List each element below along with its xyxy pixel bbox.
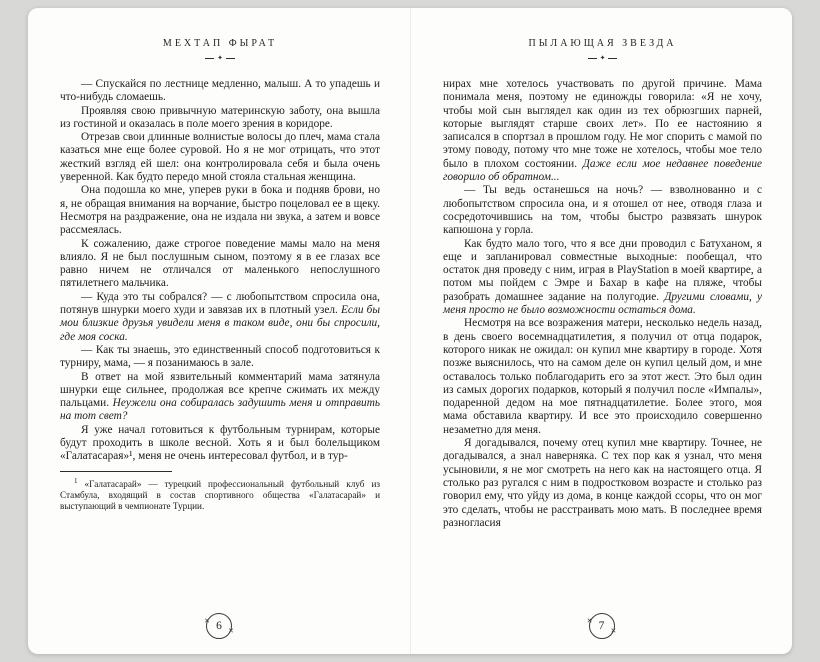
text-run: Как будто мало того, что я все дни проводил с Батуханом, я еще и запланировал совместные выходные: пообещал, что остаток дня проведу с ним, играя в PlayStation в моей квартире, а потом мы пойдем с Эмре и Бахар в кафе на пляже, чтобы разобрать домашнее задание на полугодие. (443, 237, 762, 303)
text-run: нирах мне хотелось участвовать по другой причине. Мама понимала меня, поэтому не единожды говорила: «Я не хочу, чтобы мой сын выглядел как один из тех обрюзгших парней, которые выглядят старше своих лет». По ее настоянию я записался в спортзал в прошлом году. Не мог спорить с мамой по этому поводу, потому что мне тоже не хотелось, чтобы мое тело было в плохом состоянии. (443, 78, 762, 170)
paragraph (60, 184, 380, 237)
ornament-line-icon (205, 58, 214, 59)
page-number-ornament-left (28, 613, 410, 639)
text-run: Она подошла ко мне, уперев руки в бока и подняв брови, но я, не обращая внимания на ворчание, быстро поцеловал ее в щеку. Несмотря на раздражение, она не издала ни звука, а затем и вовсе рассмеялась. (60, 184, 380, 237)
footnote (60, 476, 380, 513)
paragraph (443, 317, 762, 437)
paragraph (60, 131, 380, 184)
footnote-text: «Галатасарай» — турецкий профессиональный футбольный клуб из Стамбула, входящий в состав спортивного общества «Галатасарай» и выступающий в чемпионате Турции. (60, 478, 380, 512)
paragraph (443, 437, 762, 530)
paragraph (60, 105, 380, 132)
diamond-ornament-icon: ✦ (217, 54, 223, 62)
book-spread (28, 8, 792, 654)
ornament-line-icon (226, 58, 235, 59)
text-run: К сожалению, даже строгое поведение мамы мало на меня влияло. Я не был послушным сыном, поэтому я в ее глазах все равно ничем не отличался от маленького непослушного пятилетнего мальчика. (60, 237, 380, 290)
paragraph (60, 78, 380, 105)
paragraph (443, 78, 762, 184)
text-run: В ответ на мой язвительный комментарий мама затянула шнурки еще сильнее, продолжая все крепче сжимать их между пальцами. (60, 370, 380, 410)
paragraph (60, 344, 380, 371)
cross-ornament-icon: ✕ (204, 617, 210, 625)
page-left (28, 8, 410, 654)
cross-ornament-icon: ✕ (610, 627, 617, 635)
diamond-ornament-icon: ✦ (599, 54, 606, 62)
text-run: — Как ты знаешь, это единственный способ подготовиться к турниру, мама, — я позанимаюсь в зале. (60, 343, 380, 370)
page-number-right: 7 (589, 613, 615, 639)
page-right (410, 8, 792, 654)
cross-ornament-icon: ✕ (586, 617, 593, 625)
running-head-title: ПЫЛАЮЩАЯ ЗВЕЗДА (528, 38, 677, 49)
paragraph (443, 184, 762, 237)
text-run-italic: Неужели она собиралась задушить меня и отправить на тот свет? (60, 397, 380, 423)
text-run: Отрезав свои длинные волнистые волосы до плеч, мама стала казаться мне еще более суровой. Но я не мог отрицать, что этот жесткий взгляд ей шел: она контролировала себя и была очень уверенной. Как будто передо мной стояла стальная женщина. (60, 131, 380, 184)
text-run: Я догадывался, почему отец купил мне квартиру. Точнее, не догадывался, а знал наверняка. С тех пор как я узнал, что меня усыновили, я не мог смотреть на него как на настоящего отца. Я столько раз ругался с ним в подростковом возрасте и столько раз говорил ему, что уйду из дома, в конце каждой ссоры, что он мог это сделать, чтобы не расстраивать мою мать. В последнее время разногласия (443, 437, 762, 529)
text-run-italic: Другими словами, у меня просто не было возможности остаться дома. (443, 290, 762, 317)
page-body-left (60, 78, 380, 464)
page-number-ornament-right (411, 613, 792, 639)
page-number-left: 6 (206, 613, 232, 639)
text-run-italic: Даже если мое недавнее поведение говорило об обратном... (443, 157, 762, 184)
text-run: Несмотря на все возражения матери, несколько недель назад, в день своего восемнадцатилетия, я получил от отца подарок, которого никак не ожидал: он купил мне квартиру в городе. Хотя позже выяснилось, что на самом деле он купил целый дом, и мне оставалось только поблагодарить его за этот жест. Это был один из самых дорогих подарков, который я получил после «Импалы», подаренной дедом на мое пятнадцатилетие. Более этого, моя мама обставила квартиру. И все это происходило совершенно незаметно для меня. (443, 317, 762, 436)
paragraph (60, 371, 380, 424)
paragraph (60, 291, 380, 344)
text-run: — Ты ведь останешься на ночь? — взволнованно и с любопытством спросила она, и я отошел от нее, отводя глаза и сосредоточившись на том, чтобы быстро развязать шнурок капюшона у горла. (443, 184, 762, 237)
footnote-rule (60, 471, 172, 472)
text-run: Проявляя свою привычную материнскую заботу, она вышла из гостиной и оказалась в поле моего зрения в коридоре. (60, 104, 380, 130)
footnote-block (60, 471, 380, 513)
text-run: — Спускайся по лестнице медленно, малыш. А то упадешь и что-нибудь сломаешь. (60, 78, 380, 104)
header-ornament (443, 53, 762, 63)
ornament-line-icon (608, 58, 617, 59)
paragraph (60, 238, 380, 291)
text-run: Я уже начал готовиться к футбольным турнирам, которые будут проходить в школе весной. Хоть я и был болельщиком «Галатасарая»¹, меня не очень интересовал футбол, и в тур- (60, 423, 380, 463)
page-body-right (443, 78, 762, 530)
header-ornament (60, 53, 380, 63)
ornament-line-icon (588, 58, 597, 59)
footnote-marker: 1 (74, 476, 78, 485)
cross-ornament-icon: ✕ (228, 627, 234, 635)
text-run: — Куда это ты собрался? — с любопытством спросила она, потянув шнурки моего худи и завязав их в плотный узел. (60, 290, 380, 317)
paragraph (443, 238, 762, 318)
paragraph (60, 424, 380, 464)
running-head-author: МЕХТАП ФЫРАТ (162, 38, 278, 49)
text-run-italic: Если бы мои близкие друзья увидели меня в таком виде, они бы спросили, где моя соска. (60, 304, 380, 343)
